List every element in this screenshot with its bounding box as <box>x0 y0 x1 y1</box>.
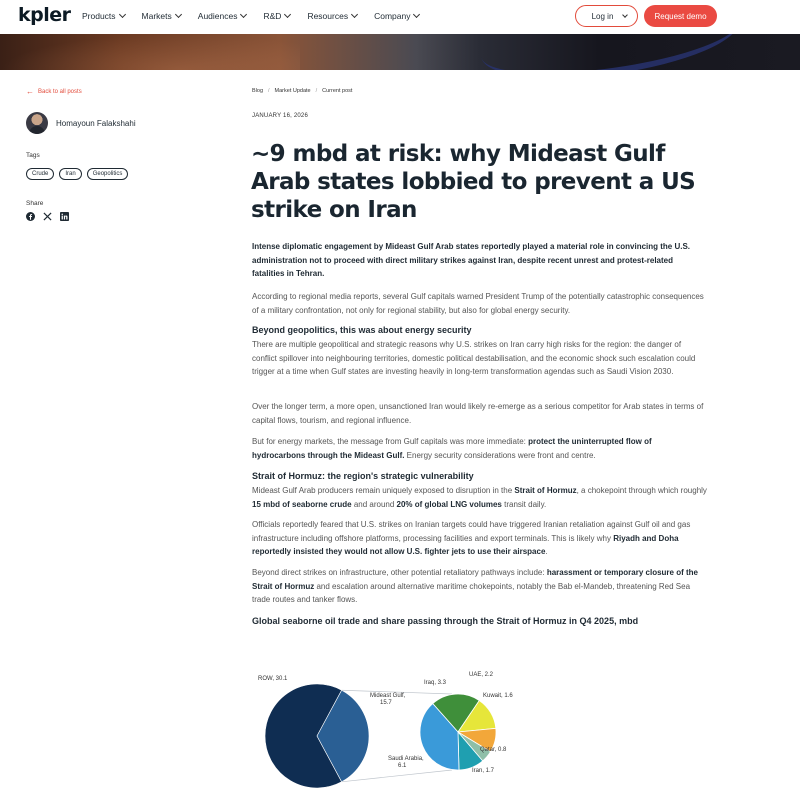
text-run: Beyond direct strikes on infrastructure, other potential retaliatory pathways include: <box>252 568 547 577</box>
breadcrumb-market-update[interactable]: Market Update <box>274 88 311 94</box>
menu-item-company[interactable] <box>374 11 419 21</box>
pie-label-qatar: Qatar, 0.8 <box>480 747 507 753</box>
x-icon[interactable] <box>43 212 52 221</box>
tag-list <box>26 168 128 180</box>
text-run: , a chokepoint through which roughly <box>576 486 707 495</box>
back-to-posts-link[interactable] <box>26 87 82 96</box>
menu-item-products[interactable] <box>82 11 125 21</box>
facebook-icon[interactable] <box>26 212 35 221</box>
tag-crude[interactable]: Crude <box>26 168 54 180</box>
pie-label-saudi-arabia: Saudi Arabia, 6.1 <box>388 756 424 769</box>
hero-image <box>0 34 800 70</box>
chevron-down-icon <box>175 11 182 18</box>
menu-label: Resources <box>307 11 349 21</box>
text-run: and around <box>351 499 397 509</box>
chevron-down-icon <box>284 11 291 18</box>
text-run: transit daily. <box>501 499 547 509</box>
subheading-energy-security: Beyond geopolitics, this was about energy security <box>252 325 472 335</box>
menu-label: Markets <box>141 11 172 21</box>
arrow-left-icon: ← <box>26 87 34 96</box>
breadcrumb <box>252 88 352 94</box>
post-date: JANUARY 16, 2026 <box>252 113 309 119</box>
linkedin-icon[interactable] <box>60 212 69 221</box>
paragraph-1: According to regional media reports, several Gulf capitals warned President Trump of the potentially catastrophic consequences of a military confrontation, not only for regional stability, but also for global energy security. <box>252 292 704 315</box>
text-run-bold: harassment or temporary closure of the Strait of Hormuz <box>252 568 698 591</box>
main-pie <box>265 684 369 788</box>
text-run: Mideast Gulf Arab producers remain uniquely exposed to disruption in the <box>252 486 515 495</box>
text-run: But for energy markets, the message from Gulf capitals was more immediate: <box>252 437 529 446</box>
hormuz-pie-chart <box>252 660 522 799</box>
lead-paragraph: Intense diplomatic engagement by Mideast Gulf Arab states reportedly played a material role in convincing the U.S. administration not to proceed with direct military strikes against Iran, despite recent unrest and protest-related fatalities in Tehran. <box>252 242 691 278</box>
chart-title: Global seaborne oil trade and share passing through the Strait of Hormuz in Q4 2025, mbd <box>252 616 639 626</box>
author-name: Homayoun Falakshahi <box>56 118 136 128</box>
paragraph-6 <box>252 518 707 559</box>
menu-item-audiences[interactable] <box>198 11 247 21</box>
page-title: ~9 mbd at risk: why Mideast Gulf Arab states lobbied to prevent a US strike on Iran <box>251 141 696 223</box>
text-run: Energy security considerations were front and centre. <box>404 450 596 460</box>
pie-label-uae: UAE, 2.2 <box>469 672 494 678</box>
hero-glow <box>0 34 300 70</box>
breakdown-pie <box>420 694 496 770</box>
breadcrumb-separator: / <box>268 88 270 94</box>
login-label: Log in <box>591 11 614 21</box>
chevron-down-icon <box>119 11 126 18</box>
paragraph-7 <box>252 566 707 607</box>
main-menu <box>82 11 436 21</box>
text-run-bold: 20% of global LNG volumes <box>396 499 502 509</box>
paragraph-4 <box>252 435 707 462</box>
kpler-logo[interactable]: kpler <box>18 4 71 26</box>
breadcrumb-separator: / <box>315 88 318 94</box>
menu-label: Products <box>82 11 116 21</box>
text-run-bold: protect the uninterrupted flow of hydrocarbons through the Mideast Gulf. <box>252 437 652 460</box>
chevron-down-icon <box>351 11 358 18</box>
share-label: Share <box>26 200 44 207</box>
top-navigation <box>0 0 800 34</box>
menu-item-resources[interactable] <box>307 11 357 21</box>
text-run-bold: 15 mbd of seaborne crude <box>252 499 352 509</box>
menu-label: Audiences <box>197 11 238 21</box>
tags-label: Tags <box>26 152 40 159</box>
pie-label-iran: Iran, 1.7 <box>472 768 495 774</box>
avatar <box>26 112 48 134</box>
paragraph-3: Over the longer term, a more open, unsanctioned Iran would likely re-emerge as a serious competitor for Arab states in terms of capital flows, tourism, and regional influence. <box>252 402 704 425</box>
breadcrumb-current: Current post <box>322 88 353 94</box>
breadcrumb-blog[interactable]: Blog <box>252 88 264 94</box>
share-icons <box>26 212 69 221</box>
request-demo-button[interactable]: Request demo <box>644 5 717 27</box>
pie-label-kuwait: Kuwait, 1.6 <box>483 693 513 699</box>
login-button[interactable] <box>575 5 638 27</box>
hero-streak <box>476 34 743 70</box>
chevron-down-icon <box>413 11 420 18</box>
pie-label-row: ROW, 30.1 <box>258 676 288 682</box>
text-run-bold: Riyadh and Doha reportedly insisted they would not allow U.S. fighter jets to use their airspace <box>252 533 679 556</box>
connector-line-bottom <box>342 770 452 782</box>
tag-geopolitics[interactable]: Geopolitics <box>87 168 129 180</box>
text-run: . <box>545 547 548 556</box>
chevron-down-icon <box>240 11 247 18</box>
menu-label: Company <box>374 11 411 21</box>
tag-iran[interactable]: Iran <box>59 168 81 180</box>
subheading-hormuz: Strait of Hormuz: the region's strategic vulnerability <box>252 471 474 481</box>
paragraph-2: There are multiple geopolitical and strategic reasons why U.S. strikes on Iran carry high risks for the region: the danger of conflict spillover into neighbouring territories, domestic political destabilisation, and the economic shock such escalation could trigger at a time when Gulf states are investing heavily in long-term transformation agendas such as Saudi Vision 2030. <box>252 340 696 376</box>
menu-label: R&D <box>263 11 282 21</box>
pie-label-mideast-gulf: Mideast Gulf, 15.7 <box>370 693 406 706</box>
author <box>26 112 136 134</box>
text-run: and escalation around alternative maritime chokepoints, notably the Bab el-Mandeb, threatening Red Sea trade routes and tanker flows. <box>252 581 691 604</box>
menu-item-rnd[interactable] <box>263 11 290 21</box>
text-run: Officials reportedly feared that U.S. strikes on Iranian targets could have triggered Iranian retaliation against Gulf oil and gas infrastructure including offshore platforms, processing facilities and export terminals. This is likely why <box>252 520 691 543</box>
menu-item-markets[interactable] <box>142 11 181 21</box>
back-link-label: Back to all posts <box>38 88 82 95</box>
text-run-bold: Strait of Hormuz <box>514 486 577 495</box>
chevron-down-icon <box>622 12 628 18</box>
pie-label-iraq: Iraq, 3.3 <box>424 680 447 686</box>
paragraph-5 <box>252 484 707 511</box>
